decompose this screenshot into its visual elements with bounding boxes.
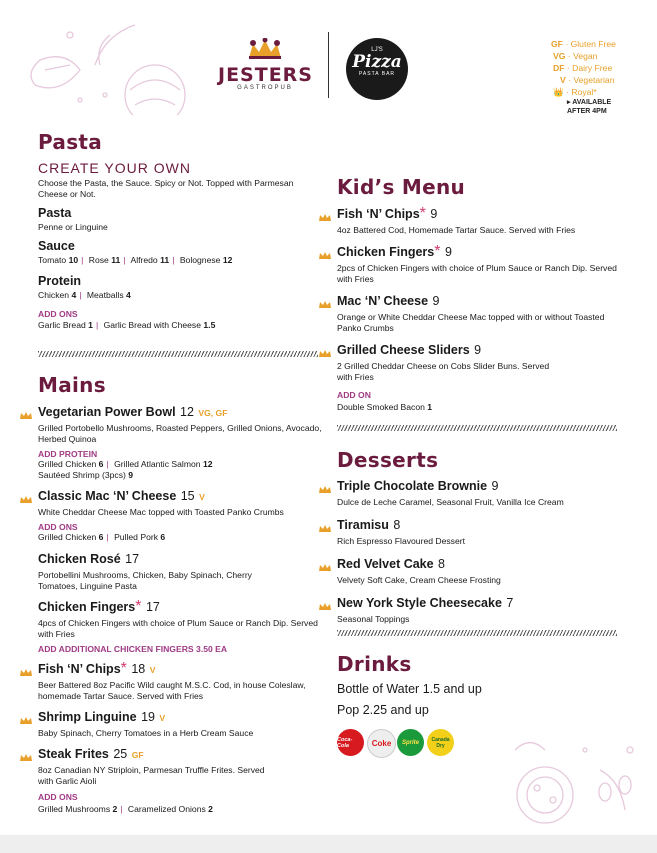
pizza-logo-sub: PASTA BAR <box>358 71 396 77</box>
item-name: Chicken Rosé <box>38 552 121 566</box>
pasta-section <box>38 130 318 331</box>
item-price: 9 <box>444 245 452 259</box>
item-tags: V <box>199 492 205 502</box>
menu-item <box>38 598 323 654</box>
menu-item <box>337 341 617 413</box>
crown-icon <box>319 295 331 302</box>
section-title: Drinks <box>337 652 412 676</box>
item-desc: Seasonal Toppings <box>337 614 410 624</box>
sprite-icon: Sprite <box>397 729 424 756</box>
item-price: 8 <box>393 518 401 532</box>
item-name: Shrimp Linguine <box>38 710 137 724</box>
pizza-logo-top: LJ'S <box>371 47 383 53</box>
crown-icon <box>319 480 331 487</box>
item-desc: Rich Espresso Flavoured Dessert <box>337 536 465 546</box>
item-price: 15 <box>180 489 195 503</box>
item-desc: 4pcs of Chicken Fingers with choice of Plum Sauce or Ranch Dip. Served with Fries <box>38 618 318 639</box>
item-price: 25 <box>113 747 128 761</box>
mains-section <box>38 373 323 815</box>
coke-icon: Coke <box>367 729 396 758</box>
item-desc: White Cheddar Cheese Mac topped with Toasted Panko Crumbs <box>38 507 284 517</box>
item-price: 7 <box>506 596 514 610</box>
menu-item <box>38 708 323 739</box>
item-desc: 4oz Battered Cod, Homemade Tartar Sauce. Served with Fries <box>337 225 576 235</box>
item-name: Steak Frites <box>38 747 109 761</box>
drink-item <box>337 703 617 717</box>
item-tags: VG, GF <box>198 408 228 418</box>
header-divider <box>328 32 329 98</box>
item-name: Pop <box>337 703 360 717</box>
item-name: Fish ‘N’ Chips <box>337 207 420 221</box>
legend-item: 👑 · Royal* <box>553 87 597 97</box>
item-desc: Velvety Soft Cake, Cream Cheese Frosting <box>337 575 501 585</box>
item-name: Bottle of Water <box>337 682 420 696</box>
item-desc: Baby Spinach, Cherry Tomatoes in a Herb Cream Sauce <box>38 728 254 738</box>
section-divider <box>337 630 617 636</box>
section-divider <box>38 351 318 357</box>
section-title: Kid’s Menu <box>337 175 466 199</box>
item-price: 17 <box>145 600 160 614</box>
kids-section <box>337 175 617 413</box>
addon-options: Garlic Bread 1 | Garlic Bread with Cheese 1.5 <box>38 320 216 330</box>
item-price: 8 <box>438 557 445 571</box>
protein-options: Chicken 4 | Meatballs 4 <box>38 290 131 300</box>
item-name: Vegetarian Power Bowl <box>38 405 176 419</box>
addon-options: Double Smoked Bacon 1 <box>337 402 433 412</box>
vegetable-doodle-icon <box>505 730 645 830</box>
item-desc: Orange or White Cheddar Cheese Mac topped with or without Toasted Panko Crumbs <box>337 312 605 333</box>
item-tags: V <box>159 713 166 723</box>
menu-item <box>38 487 323 543</box>
menu-item <box>38 745 323 815</box>
crown-icon <box>20 406 32 413</box>
crown-icon <box>20 663 32 670</box>
item-tags: GF <box>131 750 144 760</box>
menu-item <box>337 292 617 334</box>
addon-options: Grilled Mushrooms 2 | Caramelized Onions 2 <box>38 804 213 814</box>
item-name: Tiramisu <box>337 518 389 532</box>
sauce-options: Tomato 10 | Rose 11 | Alfredo 11 | Bolognese 12 <box>38 255 233 265</box>
item-price: 19 <box>141 710 155 724</box>
sauce-heading: Sauce <box>38 239 75 253</box>
pasta-heading: Pasta <box>38 206 72 220</box>
legend-item: V · Vegetarian <box>560 75 615 85</box>
jesters-logo-sub: GASTROPUB <box>237 85 293 91</box>
crown-icon <box>319 246 331 253</box>
drinks-section <box>337 652 617 717</box>
desserts-section <box>337 448 617 625</box>
item-price: 18 <box>131 662 146 676</box>
menu-item <box>337 594 617 625</box>
item-desc: Dulce de Leche Caramel, Seasonal Fruit, Vanilla Ice Cream <box>337 497 564 507</box>
legend-item: GF · Gluten Free <box>551 39 616 49</box>
royal-star: * <box>434 243 441 260</box>
item-price: 1.5 and up <box>422 682 482 696</box>
addon-label: ADD ONS <box>38 309 78 319</box>
jesters-logo-name: JESTERS <box>218 64 313 86</box>
item-name: Red Velvet Cake <box>337 557 434 571</box>
addon-label: ADD ADDITIONAL CHICKEN FINGERS 3.50 EA <box>38 644 228 654</box>
pizza-logo <box>346 38 408 100</box>
item-tags: V <box>149 665 156 675</box>
vegetable-doodle-icon <box>20 20 190 115</box>
section-title: Desserts <box>337 448 439 472</box>
item-desc: 2pcs of Chicken Fingers with choice of Plum Sauce or Ranch Dip. Served with Fries <box>337 263 617 284</box>
item-name: Classic Mac ‘N’ Cheese <box>38 489 177 503</box>
item-name: Triple Chocolate Brownie <box>337 479 488 493</box>
menu-item <box>337 205 617 236</box>
menu-item <box>337 243 617 285</box>
crown-icon <box>20 711 32 718</box>
section-divider <box>337 425 617 431</box>
item-price: 12 <box>180 405 194 419</box>
jesters-logo <box>218 38 312 91</box>
item-desc: Grilled Portobello Mushrooms, Roasted Peppers, Grilled Onions, Avocado, Herbed Quinoa <box>38 423 322 444</box>
addon-options: Grilled Chicken 6 | Pulled Pork 6 <box>38 532 166 542</box>
item-desc: 8oz Canadian NY Striploin, Parmesan Truffle Frites. Served with Garlic Aioli <box>38 765 265 786</box>
addon-label: ADD ONS <box>38 522 78 532</box>
crown-icon <box>20 490 32 497</box>
item-price: 2.25 and up <box>362 703 429 717</box>
menu-item <box>337 516 617 547</box>
legend-note: ▸ AVAILABLE AFTER 4PM <box>567 99 612 115</box>
pizza-logo-name: Pizza <box>352 52 402 72</box>
item-name: Chicken Fingers <box>38 600 136 614</box>
crown-icon <box>319 344 331 351</box>
crown-icon <box>319 208 331 215</box>
addon-label: ADD ONS <box>38 792 78 802</box>
item-price: 9 <box>430 207 438 221</box>
addon-label: ADD ON <box>337 390 371 400</box>
crown-icon: 👑 <box>553 87 564 97</box>
item-name: Chicken Fingers <box>337 245 435 259</box>
pasta-subtitle: CREATE YOUR OWN <box>38 160 191 176</box>
crown-icon <box>20 748 32 755</box>
item-price: 17 <box>125 552 140 566</box>
pasta-desc: Choose the Pasta, the Sauce. Spicy or Not. Topped with Parmesan Cheese or Not. <box>38 178 294 199</box>
item-desc: 2 Grilled Cheddar Cheese on Cobs Slider Buns. Served with Fries <box>337 361 550 382</box>
legend-item: VG · Vegan <box>553 51 598 61</box>
item-name: Mac ‘N’ Cheese <box>337 294 429 308</box>
item-name: Fish ‘N’ Chips <box>38 662 121 676</box>
section-title: Mains <box>38 373 106 397</box>
item-name: New York Style Cheesecake <box>337 596 502 610</box>
menu-item <box>38 660 323 702</box>
drink-item <box>337 682 617 696</box>
protein-heading: Protein <box>38 274 82 288</box>
addon-label: ADD PROTEIN <box>38 449 98 459</box>
crown-icon <box>319 597 331 604</box>
coca-cola-icon: Coca-Cola <box>337 729 364 756</box>
menu-item <box>38 403 323 481</box>
crown-icon <box>319 558 331 565</box>
item-price: 9 <box>474 343 482 357</box>
menu-item <box>38 550 323 592</box>
royal-star: * <box>135 598 142 615</box>
canada-dry-icon: Canada Dry <box>427 729 454 756</box>
menu-item <box>337 555 617 586</box>
addon-options: Grilled Chicken 6 | Grilled Atlantic Salmon 12 Sautéed Shrimp (3pcs) 9 <box>38 459 213 480</box>
page-footer-bar <box>0 835 657 853</box>
item-name: Grilled Cheese Sliders <box>337 343 470 357</box>
crown-icon <box>319 519 331 526</box>
item-desc: Beer Battered 8oz Pacific Wild caught M.S.C. Cod, in house Coleslaw, homemade Tartar Sauce. Served with Fries <box>38 680 306 701</box>
jester-hat-icon <box>245 38 285 60</box>
item-price: 9 <box>432 294 440 308</box>
royal-star: * <box>419 205 426 222</box>
pasta-options: Penne or Linguine <box>38 222 108 232</box>
dietary-legend <box>551 38 625 116</box>
section-title: Pasta <box>38 130 103 154</box>
item-desc: Portobellini Mushrooms, Chicken, Baby Spinach, Cherry Tomatoes, Linguine Pasta <box>38 570 252 591</box>
legend-item: DF · Dairy Free <box>553 63 613 73</box>
item-price: 9 <box>491 479 499 493</box>
menu-item <box>337 477 617 508</box>
royal-star: * <box>120 660 127 677</box>
